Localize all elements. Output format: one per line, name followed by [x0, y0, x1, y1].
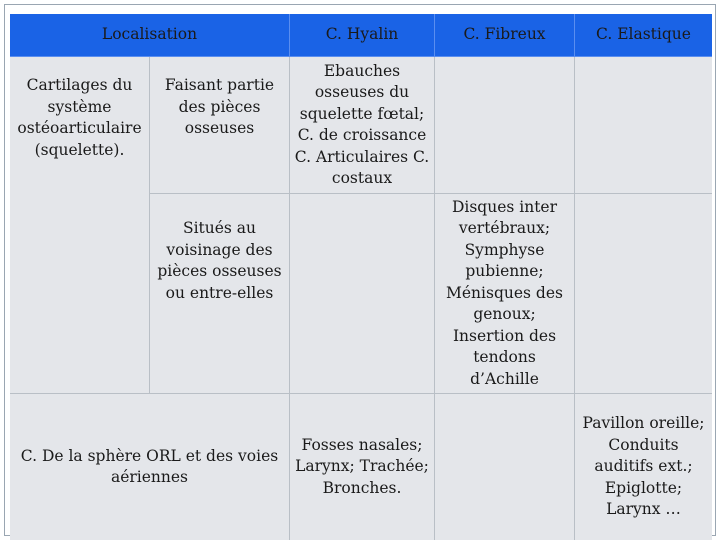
cell-loc-orl: C. De la sphère ORL et des voies aériennes	[10, 394, 290, 540]
cartilage-table	[10, 14, 712, 540]
header-fibreux: C. Fibreux	[435, 14, 575, 57]
cell-hyalin-voisinage	[290, 194, 435, 394]
cell-fibreux-voisinage: Disques inter vertébraux; Symphyse pubienne; Ménisques des genoux; Insertion des tendons d’Achille	[435, 194, 575, 394]
header-hyalin: C. Hyalin	[290, 14, 435, 57]
cell-elastique-squelette	[575, 57, 712, 194]
cell-fibreux-orl	[435, 394, 575, 540]
cell-hyalin-squelette: Ebauches osseuses du squelette fœtal; C. de croissance C. Articulaires C. costaux	[290, 57, 435, 194]
cell-fibreux-squelette	[435, 57, 575, 194]
cell-loc-pieces-osseuses: Faisant partie des pièces osseuses	[150, 57, 290, 194]
cell-hyalin-orl: Fosses nasales; Larynx; Trachée; Bronches.	[290, 394, 435, 540]
cell-loc-voisinage: Situés au voisinage des pièces osseuses ou entre-elles	[150, 194, 290, 394]
header-localisation: Localisation	[10, 14, 290, 57]
cell-elastique-voisinage	[575, 194, 712, 394]
header-elastique: C. Elastique	[575, 14, 712, 57]
cell-elastique-orl: Pavillon oreille; Conduits auditifs ext.; Epiglotte; Larynx …	[575, 394, 712, 540]
cell-loc-squelette: Cartilages du système ostéoarticulaire (squelette).	[10, 57, 150, 394]
